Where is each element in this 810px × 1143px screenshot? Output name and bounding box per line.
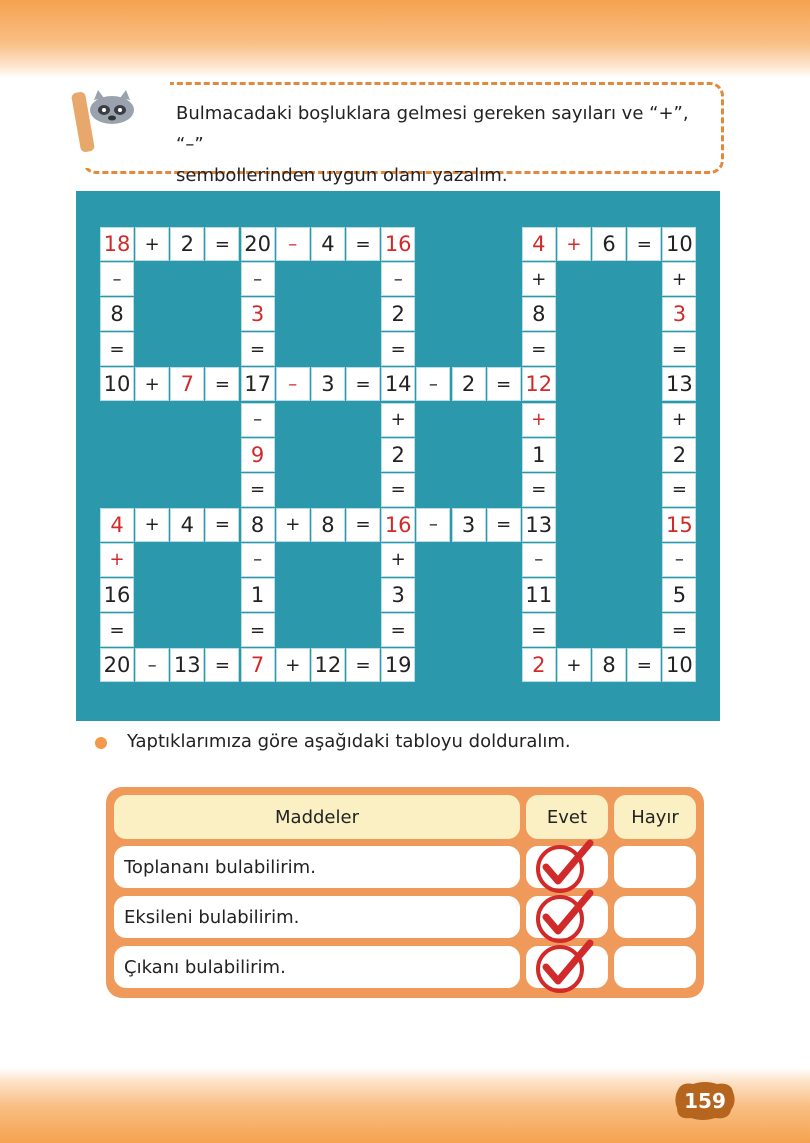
number-cell: 2: [452, 367, 486, 401]
operator-cell: –: [241, 262, 275, 296]
header-no: Hayır: [614, 795, 696, 839]
number-cell: 4: [522, 227, 556, 261]
operator-cell: =: [662, 473, 696, 507]
no-box[interactable]: [614, 946, 696, 988]
page-number: 159: [684, 1089, 726, 1113]
bullet-dot-icon: [95, 737, 107, 749]
table-instruction: Yaptıklarımıza göre aşağıdaki tabloyu dolduralım.: [127, 731, 571, 752]
number-cell: 7: [170, 367, 204, 401]
number-cell: 2: [381, 297, 415, 331]
operator-cell: –: [381, 262, 415, 296]
operator-cell: =: [205, 367, 239, 401]
header-items: Maddeler: [114, 795, 520, 839]
operator-cell: =: [241, 332, 275, 366]
operator-cell: =: [100, 613, 134, 647]
operator-cell: +: [662, 403, 696, 437]
operator-cell: =: [627, 227, 661, 261]
checkmark-icon: [532, 839, 598, 895]
row-label: Çıkanı bulabilirim.: [114, 946, 520, 988]
operator-cell: =: [627, 648, 661, 682]
row-label: Toplananı bulabilirim.: [114, 846, 520, 888]
number-cell: 10: [100, 367, 134, 401]
operator-cell: =: [381, 613, 415, 647]
operator-cell: =: [662, 613, 696, 647]
number-cell: 3: [311, 367, 345, 401]
number-cell: 19: [381, 648, 415, 682]
operator-cell: =: [100, 332, 134, 366]
checkmark-icon: [532, 939, 598, 995]
number-cell: 2: [662, 438, 696, 472]
instruction-text: [176, 98, 716, 191]
checkmark-icon: [532, 889, 598, 945]
operator-cell: +: [135, 227, 169, 261]
operator-cell: +: [557, 227, 591, 261]
number-cell: 8: [100, 297, 134, 331]
number-cell: 5: [662, 578, 696, 612]
operator-cell: –: [135, 648, 169, 682]
operator-cell: =: [346, 508, 380, 542]
operator-cell: –: [276, 227, 310, 261]
operator-cell: –: [241, 403, 275, 437]
number-cell: 14: [381, 367, 415, 401]
number-cell: 20: [100, 648, 134, 682]
number-cell: 12: [522, 367, 556, 401]
number-cell: 4: [311, 227, 345, 261]
number-cell: 1: [241, 578, 275, 612]
operator-cell: =: [522, 613, 556, 647]
number-cell: 8: [311, 508, 345, 542]
operator-cell: –: [416, 508, 450, 542]
number-cell: 20: [241, 227, 275, 261]
number-cell: 3: [381, 578, 415, 612]
operator-cell: =: [487, 508, 521, 542]
number-cell: 18: [100, 227, 134, 261]
operator-cell: –: [416, 367, 450, 401]
operator-cell: =: [205, 227, 239, 261]
operator-cell: =: [522, 473, 556, 507]
number-cell: 8: [241, 508, 275, 542]
operator-cell: =: [381, 473, 415, 507]
operator-cell: +: [662, 262, 696, 296]
number-cell: 8: [592, 648, 626, 682]
operator-cell: +: [522, 403, 556, 437]
no-box[interactable]: [614, 896, 696, 938]
number-cell: 2: [522, 648, 556, 682]
operator-cell: +: [100, 543, 134, 577]
number-cell: 7: [241, 648, 275, 682]
no-box[interactable]: [614, 846, 696, 888]
number-cell: 16: [381, 227, 415, 261]
operator-cell: +: [276, 648, 310, 682]
operator-cell: =: [346, 648, 380, 682]
row-label: Eksileni bulabilirim.: [114, 896, 520, 938]
number-cell: 13: [170, 648, 204, 682]
header-yes: Evet: [526, 795, 608, 839]
number-cell: 16: [381, 508, 415, 542]
number-cell: 9: [241, 438, 275, 472]
number-cell: 15: [662, 508, 696, 542]
number-cell: 4: [100, 508, 134, 542]
number-cell: 2: [170, 227, 204, 261]
operator-cell: =: [205, 648, 239, 682]
number-cell: 8: [522, 297, 556, 331]
operator-cell: =: [522, 332, 556, 366]
operator-cell: +: [381, 403, 415, 437]
operator-cell: +: [135, 367, 169, 401]
operator-cell: +: [522, 262, 556, 296]
number-cell: 10: [662, 227, 696, 261]
self-assessment-table: [106, 787, 704, 998]
number-cell: 1: [522, 438, 556, 472]
instruction-line-1: Bulmacadaki boşluklara gelmesi gereken sayıları ve “+”, “–”: [176, 103, 689, 155]
operator-cell: +: [276, 508, 310, 542]
operator-cell: =: [241, 473, 275, 507]
number-cell: 17: [241, 367, 275, 401]
operator-cell: =: [346, 227, 380, 261]
operator-cell: –: [522, 543, 556, 577]
number-cell: 2: [381, 438, 415, 472]
instruction-line-2: sembollerinden uygun olanı yazalım.: [176, 165, 508, 186]
operator-cell: =: [381, 332, 415, 366]
operator-cell: =: [487, 367, 521, 401]
operator-cell: –: [100, 262, 134, 296]
number-cell: 3: [452, 508, 486, 542]
number-cell: 12: [311, 648, 345, 682]
number-crossword-puzzle: [76, 191, 720, 721]
operator-cell: =: [346, 367, 380, 401]
number-cell: 13: [522, 508, 556, 542]
number-cell: 3: [241, 297, 275, 331]
operator-cell: =: [241, 613, 275, 647]
number-cell: 13: [662, 367, 696, 401]
operator-cell: –: [276, 367, 310, 401]
operator-cell: =: [662, 332, 696, 366]
operator-cell: +: [135, 508, 169, 542]
operator-cell: +: [557, 648, 591, 682]
number-cell: 10: [662, 648, 696, 682]
number-cell: 11: [522, 578, 556, 612]
number-cell: 4: [170, 508, 204, 542]
number-cell: 16: [100, 578, 134, 612]
operator-cell: +: [381, 543, 415, 577]
header-band: [0, 0, 810, 78]
operator-cell: =: [205, 508, 239, 542]
operator-cell: –: [662, 543, 696, 577]
raccoon-mascot-icon: [70, 82, 170, 168]
number-cell: 3: [662, 297, 696, 331]
number-cell: 6: [592, 227, 626, 261]
operator-cell: –: [241, 543, 275, 577]
